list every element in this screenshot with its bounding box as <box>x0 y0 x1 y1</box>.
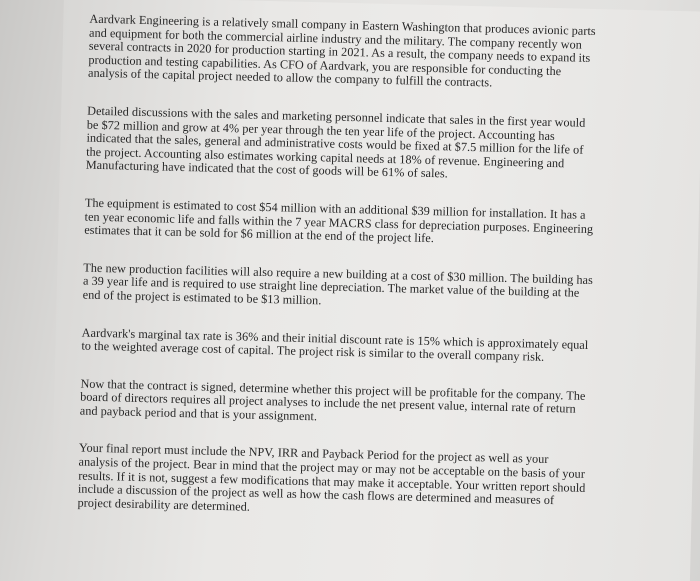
paragraph-building: The new production facilities will also require a new building at a cost of $30 million. The building has a 39 year life and is required to use straight line depreciation. The market value of the building at the end of the project is estimated to be $13 million. <box>82 260 594 308</box>
paragraph-assignment: Now that the contract is signed, determine whether this project will be profitable for the company. The board of directors requires all project analyses to include the net present value, internal rate of return and payback period and that is your assignment. <box>79 376 586 424</box>
paper-sheet <box>49 0 700 581</box>
paragraph-sales-costs: Detailed discussions with the sales and marketing personnel indicate that sales in the first year would be $72 million and grow at 4% per year through the ten year life of the project. Accounting has indicated that the sales, general and administrative costs would be fixed at $7.5 million for the life of the project. Accounting also estimates working capital needs at 18% of revenue. Engineering and Manufacturing have indicated that the cost of goods will be 61% of sales. <box>85 103 586 181</box>
paragraph-final-report: Your final report must include the NPV, IRR and Payback Period for the project as well as your analysis of the project. Bear in mind that the project may or may not be acceptable on the basis of your results. If it is not, suggest a few modifications that may make it acceptable. Your written report should include a discussion of the project as well as how the cash flows are determined and measures of project desirability are determined. <box>77 440 586 514</box>
document-body <box>77 13 599 523</box>
paragraph-equipment: The equipment is estimated to cost $54 million with an additional $39 million for installation. It has a ten year economic life and falls within the 7 year MACRS class for depreciation purposes. Engineering estimates that it can be sold for $6 million at the end of the project life. <box>84 195 594 246</box>
paragraph-company-intro: Aardvark Engineering is a relatively small company in Eastern Washington that produces avionic parts and equipment for both the commercial airline industry and the military. The company recently won several contracts in 2020 for production starting in 2021. As a result, the company needs to expand its production and testing capabilities. As CFO of Aardvark, you are responsible for conducting the analysis of the capital project needed to allow the company to fulfill the contracts. <box>87 11 596 90</box>
paragraph-tax-discount: Aardvark's marginal tax rate is 36% and their initial discount rate is 15% which is approximately equal to the weighted average cost of capital. The project risk is similar to the overall company risk. <box>81 325 589 364</box>
